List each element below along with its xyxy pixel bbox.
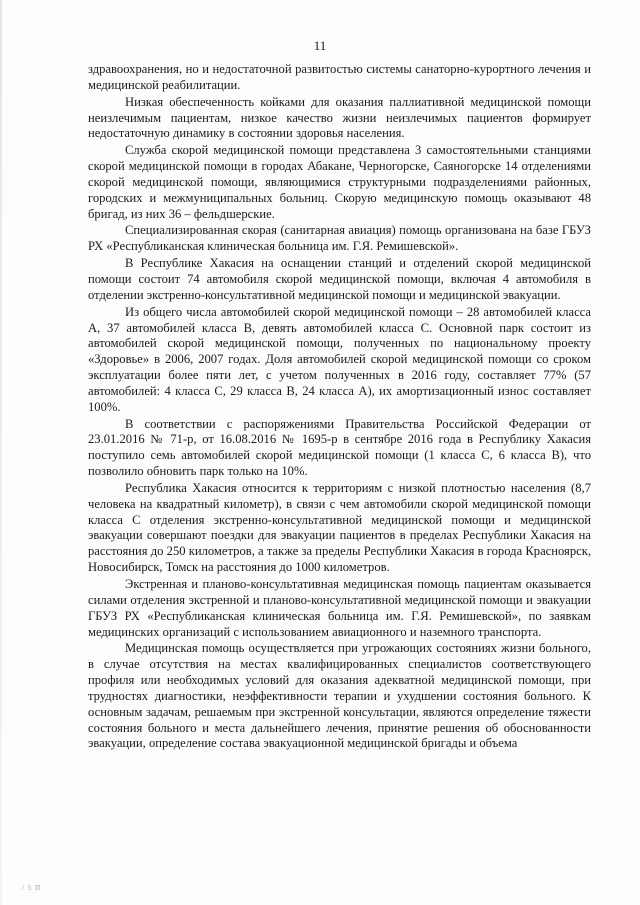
paragraph-ambulance-service: Служба скорой медицинской помощи представлена 3 самостоятельными станциями скорой медицинской помощи в городах Абакане, Черногорске, Саяногорске 14 отделениями скорой медицинской помощи, являющимися структурными подразделениями районных, городских и межмуниципальных больниц. Скорую медицинскую помощь оказывают 48 бригад, из них 36 – фельдшерские. [88, 143, 591, 221]
paragraph-government-orders: В соответствии с распоряжениями Правительства Российской Федерации от 23.01.2016 № 71-р, от 16.08.2016 № 1695-р в сентябре 2016 года в Республику Хакасия поступило семь автомобилей скорой медицинской помощи (1 класса С, 6 класса В), что позволило обновить парк только на 10%. [88, 416, 591, 479]
paragraph-air-ambulance: Специализированная скорая (санитарная авиация) помощь организована на базе ГБУЗ РХ «Республиканская клиническая больница им. Г.Я. Ремишевской». [88, 223, 591, 254]
paragraph-vehicle-classes: Из общего числа автомобилей скорой медицинской помощи – 28 автомобилей класса А, 37 автомобилей класса В, девять автомобилей класса С. Основной парк состоит из автомобилей скорой медицинской помощи, полученных по национальному проекту «Здоровье» в 2006, 2007 годах. Доля автомобилей скорой медицинской помощи со сроком эксплуатации более пяти лет, с учетом полученных в 2016 году, составляет 77% (57 автомобилей: 4 класса С, 29 класса В, 24 класса А), их амортизационный износ составляет 100%. [88, 304, 591, 414]
paragraph-medical-assistance: Медицинская помощь осуществляется при угрожающих состояниях жизни больного, в случае отсутствия на местах квалифицированных специалистов соответствующего профиля или необходимых условий для оказания адекватной медицинской помощи, при трудностях диагностики, неэффективности терапии и ухудшении состояния больного. К основным задачам, решаемым при экстренной консультации, являются определение тяжести состояния больного и места дальнейшего лечения, принятие решения об обоснованности эвакуации, определение состава эвакуационной медицинской бригады и объема [88, 641, 591, 751]
scan-edge [0, 0, 2, 905]
paragraph-vehicle-fleet: В Республике Хакасия на оснащении станций и отделений скорой медицинской помощи состоит 74 автомобиля скорой медицинской помощи, включая 4 автомобиля в отделении экстренно-консультативной медицинской помощи и медицинской эвакуации. [88, 256, 591, 302]
page-number: 11 [313, 38, 327, 53]
paragraph-emergency-care: Экстренная и планово-консультативная медицинская помощь пациентам оказывается силами отделения экстренной и планово-консультативной медицинской помощи и эвакуации ГБУЗ РХ «Республиканская клиническая больница им. Г.Я. Ремишевской», по заявкам медицинских организаций с использованием авиационного и наземного транспорта. [88, 577, 591, 639]
margin-mark: / 5 П [22, 884, 41, 892]
document-body [88, 62, 591, 753]
paragraph-palliative-care: Низкая обеспеченность койками для оказания паллиативной медицинской помощи неизлечимым пациентам, низкое качество жизни неизлечимых пациентов формирует недостаточную динамику в состоянии здоровья населения. [88, 94, 591, 141]
paragraph-continuation: здравоохранения, но и недостаточной развитостью системы санаторно-курортного лечения и медицинской реабилитации. [88, 62, 591, 92]
paragraph-population-density: Республика Хакасия относится к территориям с низкой плотностью населения (8,7 человека на квадратный километр), в связи с чем автомобили скорой медицинской помощи класса С отделения экстренно-консультативной медицинской помощи и медицинской эвакуации совершают поездки для эвакуации пациентов в пределах Республики Хакасия на расстояния до 250 километров, а также за пределы Республики Хакасия в города Красноярск, Новосибирск, Томск на расстояния до 1000 километров. [88, 480, 591, 575]
